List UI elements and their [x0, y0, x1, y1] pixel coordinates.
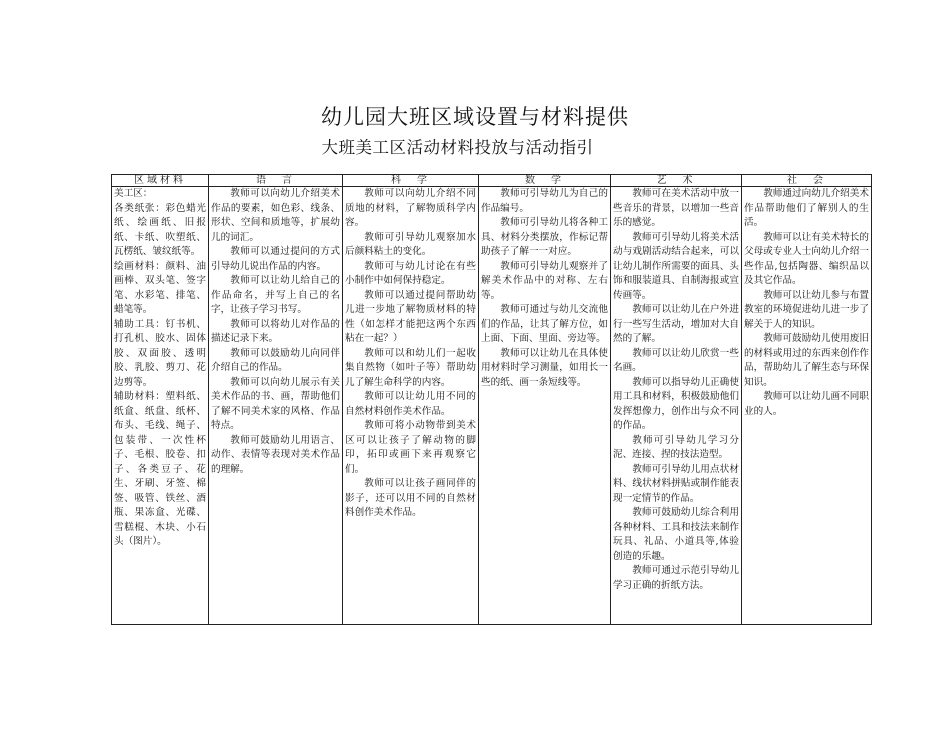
society-item: 教师可鼓励幼儿使用废旧的材料或用过的东西来创作作品，帮助幼儿了解生态与环保知识。	[744, 333, 869, 388]
science-item: 教师可以和幼儿们一起收集自然物（如叶子等）帮助幼儿了解生命科学的内容。	[345, 347, 476, 388]
society-item: 教师通过向幼儿介绍美术作品帮助他们了解别人的生活。	[744, 188, 869, 228]
society-item: 教师可以让幼儿画不同职业的人。	[744, 391, 869, 417]
language-item: 教师可鼓励幼儿用语言、动作、表情等表现对美术作品的理解。	[211, 434, 340, 475]
cell-language	[209, 187, 343, 625]
math-item: 教师可通过与幼儿交流他们的作品，让其了解方位，如上面、下面、里面、旁边等。	[481, 304, 608, 344]
language-item: 教师可以鼓励幼儿向同伴介绍自己的作品。	[211, 347, 340, 373]
society-item: 教师可以让幼儿参与布置教室的环境促进幼儿进一步了解关于人的知识。	[744, 289, 869, 330]
materials-item: 美工区：	[114, 188, 153, 199]
header-math: 数 学	[479, 175, 611, 187]
header-art: 艺 术	[611, 175, 742, 187]
science-item: 教师可以向幼儿介绍不同质地的材料，了解物质科学内容。	[345, 188, 476, 228]
math-item: 教师可引导幼儿为自己的作品编号。	[481, 188, 608, 214]
activity-table	[111, 174, 872, 625]
header-language: 语 言	[209, 175, 343, 187]
language-item: 教师可以将幼儿对作品的描述记录下来。	[211, 318, 340, 344]
page-subtitle: 大班美工区活动材料投放与活动指引	[321, 138, 594, 157]
page-title: 幼儿园大班区域设置与材料提供	[321, 105, 629, 129]
materials-item: 辅助材料：塑料纸、纸盒、纸盘、纸杯、布头、毛线、绳子、包装带、一次性杯子、毛根、胶卷、扣子、各类豆子、花生、牙刷、牙签、棉签、吸管、铁丝、酒瓶、果冻盒、光碟、雪糕棍、木块、小石头（图片）。	[114, 391, 206, 547]
science-item: 教师可以让孩子画同伴的影子，还可以用不同的自然材料创作美术作品。	[345, 478, 476, 518]
cell-science	[343, 187, 479, 625]
language-item: 教师可以向幼儿介绍美术作品的要素，如色彩、线条、形状、空间和质地等，扩展幼儿的词汇。	[211, 188, 340, 243]
cell-art	[611, 187, 742, 625]
art-item: 教师可鼓励幼儿综合利用各种材料、工具和技法来制作玩具、礼品、小道具等,体验创造的乐趣。	[613, 507, 739, 562]
table-row	[112, 187, 872, 625]
science-item: 教师可以让幼儿用不同的自然材料创作美术作品。	[345, 391, 476, 417]
table-header-row	[112, 175, 872, 187]
materials-item: 绘画材料：颜料、油画棒、双头笔、签字笔、水彩笔、排笔、蜡笔等。	[114, 260, 206, 315]
society-item: 教师可以让有美术特长的父母或专业人士向幼儿介绍一些作品,包括陶器、编织品以及其它作品。	[744, 231, 869, 286]
cell-materials	[112, 187, 209, 625]
art-item: 教师可以让幼儿在户外进行一些写生活动，增加对大自然的了解。	[613, 304, 739, 344]
art-item: 教师可以指导幼儿正确使用工具和材料，积极鼓励他们发挥想像力，创作出与众不同的作品。	[613, 376, 739, 431]
math-item: 教师可引导幼儿将各种工具、材料分类摆放，作标记帮助孩子了解一一对应。	[481, 217, 608, 257]
cell-society	[742, 187, 872, 625]
language-item: 教师可以向幼儿展示有关美术作品的书、画，帮助他们了解不同美术家的风格、作品特点。	[211, 376, 340, 431]
math-item: 教师可引导幼儿观察并了解美术作品中的对称、左右等。	[481, 260, 608, 301]
art-item: 教师可以让幼儿欣赏一些名画。	[613, 347, 739, 373]
header-materials: 区域材料	[112, 175, 209, 187]
header-science: 科 学	[343, 175, 479, 187]
language-item: 教师可以让幼儿给自己的作品命名，并写上自己的名字，让孩子学习书写。	[211, 275, 340, 315]
cell-math	[479, 187, 611, 625]
art-item: 教师可在美术活动中放一些音乐的背景，以增加一些音乐的感觉。	[613, 188, 739, 228]
science-item: 教师可将小动物带到美术区可以让孩子了解动物的脚印，拓印或画下来再观察它们。	[345, 420, 476, 475]
header-society: 社 会	[742, 175, 872, 187]
art-item: 教师可引导幼儿用点状材料、线状材料拼贴或制作能表现一定情节的作品。	[613, 463, 739, 504]
art-item: 教师可引导幼儿将美术活动与戏剧活动结合起来，可以让幼儿制作所需要的面具、头饰和服装道具、自制海报或宣传画等。	[613, 231, 739, 301]
materials-item: 各类纸张：彩色蜡光纸、绘画纸、旧报纸、卡纸、吹塑纸、瓦楞纸、皱纹纸等。	[114, 202, 206, 257]
science-item: 教师可与幼儿讨论在有些小制作中如何保持稳定。	[345, 260, 476, 286]
materials-item: 辅助工具：钉书机、打孔机、胶水、固体胶、双面胶、透明胶、乳胶、剪刀、花边剪等。	[114, 318, 206, 388]
math-item: 教师可以让幼儿在具体使用材料时学习测量，如用长一些的纸、画一条短线等。	[481, 347, 608, 388]
science-item: 教师可引导幼儿观察加水后颜料粘土的变化。	[345, 231, 476, 257]
art-item: 教师可通过示范引导幼儿学习正确的折纸方法。	[613, 565, 739, 591]
art-item: 教师可引导幼儿学习分泥、连接、捏的技法造型。	[613, 434, 739, 460]
science-item: 教师可以通过提问帮助幼儿进一步地了解物质材料的特性（如怎样才能把这两个东西粘在一起？）	[345, 289, 476, 344]
language-item: 教师可以通过提问的方式引导幼儿说出作品的内容。	[211, 246, 340, 272]
